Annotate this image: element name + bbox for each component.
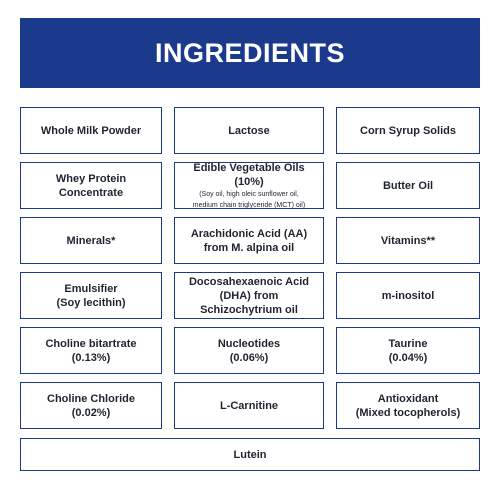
ingredient-label: (0.13%) (71, 351, 111, 364)
ingredient-label: Lutein (233, 448, 267, 461)
ingredients-grid (20, 107, 480, 429)
ingredient-cell (174, 107, 324, 154)
ingredient-cell (174, 217, 324, 264)
ingredient-label: Docosahexaenoic Acid (188, 275, 310, 288)
ingredient-label: Choline bitartrate (45, 337, 137, 350)
ingredient-label: (0.04%) (388, 351, 428, 364)
ingredient-cell (20, 162, 162, 209)
ingredient-label: (0.06%) (229, 351, 269, 364)
ingredient-label: (0.02%) (71, 406, 111, 419)
ingredient-cell (336, 382, 480, 429)
ingredient-label: Arachidonic Acid (AA) (190, 227, 308, 240)
ingredient-cell (336, 217, 480, 264)
ingredient-note: medium chain triglyceride (MCT) oil) (192, 201, 306, 209)
ingredient-label: Antioxidant (377, 392, 439, 405)
page-title: INGREDIENTS (154, 37, 346, 68)
ingredient-label: Vitamins** (380, 234, 436, 247)
ingredient-cell (174, 327, 324, 374)
ingredient-cell (174, 272, 324, 319)
ingredient-label: from M. alpina oil (203, 241, 295, 254)
ingredient-cell (20, 382, 162, 429)
ingredient-label: Nucleotides (217, 337, 281, 350)
ingredient-label: (Mixed tocopherols) (355, 406, 461, 419)
ingredient-label: Choline Chloride (47, 392, 135, 405)
ingredient-label: Minerals* (66, 234, 116, 247)
ingredient-label: Schizochytrium oil (200, 303, 298, 316)
ingredient-cell (174, 162, 324, 209)
ingredient-label: (DHA) from (219, 289, 279, 302)
ingredient-label: Butter Oil (382, 179, 434, 192)
ingredient-label: (Soy lecithin) (56, 296, 126, 309)
ingredient-cell (336, 272, 480, 319)
ingredient-label: m-inositol (381, 289, 435, 302)
ingredient-label: Lactose (228, 124, 270, 137)
ingredient-cell (20, 327, 162, 374)
ingredient-cell (336, 162, 480, 209)
ingredient-cell (174, 382, 324, 429)
ingredients-banner (20, 18, 480, 88)
ingredient-label: Emulsifier (64, 282, 118, 295)
ingredient-cell (336, 327, 480, 374)
ingredient-label: L-Carnitine (219, 399, 279, 412)
ingredient-label: Taurine (388, 337, 428, 350)
ingredient-label: Corn Syrup Solids (360, 124, 456, 137)
ingredient-cell (20, 272, 162, 319)
ingredient-cell (336, 107, 480, 154)
ingredient-note: (Soy oil, high oleic sunflower oil, (199, 190, 299, 198)
ingredient-label: Edible Vegetable Oils (10%) (193, 161, 305, 188)
ingredient-cell-lutein (20, 438, 480, 471)
ingredient-cell (20, 107, 162, 154)
ingredient-label: Whole Milk Powder (40, 124, 142, 137)
ingredient-cell (20, 217, 162, 264)
ingredient-label: Concentrate (58, 186, 124, 199)
ingredient-label: Whey Protein (55, 172, 127, 185)
